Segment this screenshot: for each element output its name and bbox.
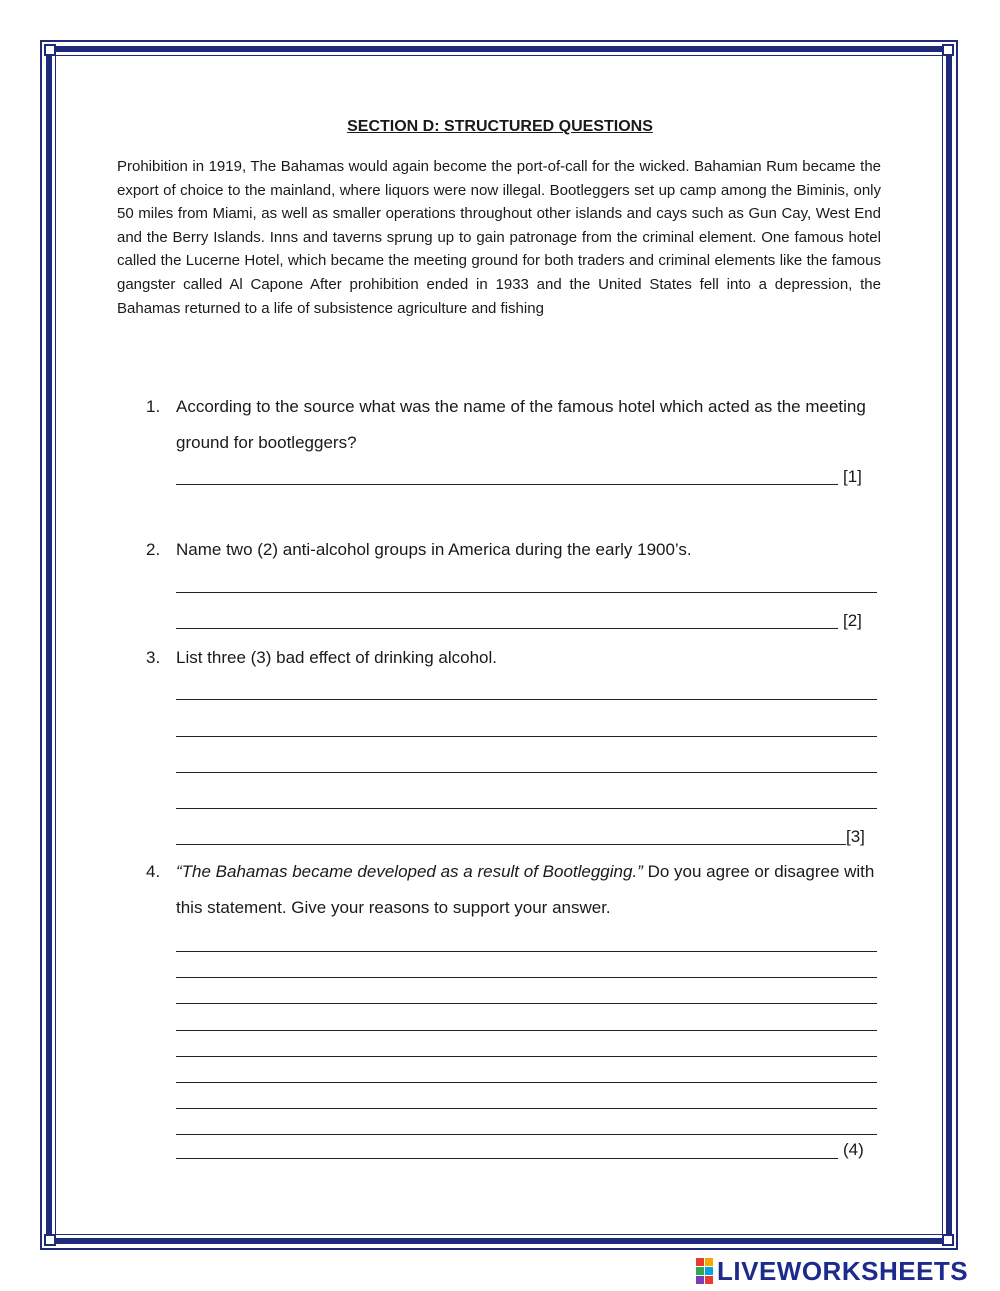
answer-line[interactable] xyxy=(176,1056,877,1057)
logo-text: LIVEWORKSHEETS xyxy=(717,1255,969,1286)
section-title: SECTION D: STRUCTURED QUESTIONS xyxy=(347,118,653,135)
answer-line[interactable] xyxy=(176,1108,877,1109)
border-corner-ornament xyxy=(44,1234,56,1246)
question-text: List three (3) bad effect of drinking alcohol. xyxy=(176,648,497,667)
marks-label: (4) xyxy=(843,1140,864,1159)
answer-line[interactable] xyxy=(176,1158,838,1159)
question-prompt: Do you agree or disagree with this statement. Give your reasons to support your answer. xyxy=(176,862,875,917)
answer-line[interactable] xyxy=(176,736,877,737)
question-number: 4. xyxy=(146,862,161,881)
answer-line[interactable] xyxy=(176,844,846,845)
question-quote: “The Bahamas became developed as a result of Bootlegging.” xyxy=(176,862,643,881)
answer-line[interactable] xyxy=(176,951,877,952)
answer-line[interactable] xyxy=(176,484,838,485)
marks-label: [2] xyxy=(843,611,862,630)
question-text: According to the source what was the name of the famous hotel which acted as the meeting ground for bootleggers? xyxy=(176,397,866,452)
border-corner-ornament xyxy=(942,1234,954,1246)
answer-line[interactable] xyxy=(176,1134,877,1135)
answer-line[interactable] xyxy=(176,628,838,629)
source-passage: Prohibition in 1919, The Bahamas would again become the port-of-call for the wicked. Bahamian Rum became the export of choice to the mainland, where liquors were now illegal. Bootleggers set up camp among the Biminis, only 50 miles from Miami, as well as smaller operations throughout other islands and cays such as Gun Cay, West End and the Berry Islands. Inns and taverns sprung up to gain patronage from the criminal element. One famous hotel called the Lucerne Hotel, which became the meeting ground for both traders and criminal elements like the famous gangster called Al Capone After prohibition ended in 1933 and the United States fell into a depression, the Bahamas returned to a life of subsistence agriculture and fishing xyxy=(117,158,881,317)
question-number: 2. xyxy=(146,540,161,559)
answer-line[interactable] xyxy=(176,1003,877,1004)
question-text xyxy=(176,854,876,926)
answer-line[interactable] xyxy=(176,772,877,773)
marks-label: [3] xyxy=(846,827,865,846)
answer-line[interactable] xyxy=(176,592,877,593)
answer-line[interactable] xyxy=(176,699,877,700)
liveworksheets-logo xyxy=(696,1257,968,1285)
answer-line[interactable] xyxy=(176,808,877,809)
question-number: 3. xyxy=(146,648,161,667)
answer-line[interactable] xyxy=(176,977,877,978)
marks-label: [1] xyxy=(843,467,862,486)
answer-line[interactable] xyxy=(176,1030,877,1031)
question-number: 1. xyxy=(146,397,161,416)
border-corner-ornament xyxy=(44,44,56,56)
answer-line[interactable] xyxy=(176,1082,877,1083)
logo-blocks-icon xyxy=(696,1258,713,1284)
border-corner-ornament xyxy=(942,44,954,56)
question-text: Name two (2) anti-alcohol groups in America during the early 1900’s. xyxy=(176,540,692,559)
